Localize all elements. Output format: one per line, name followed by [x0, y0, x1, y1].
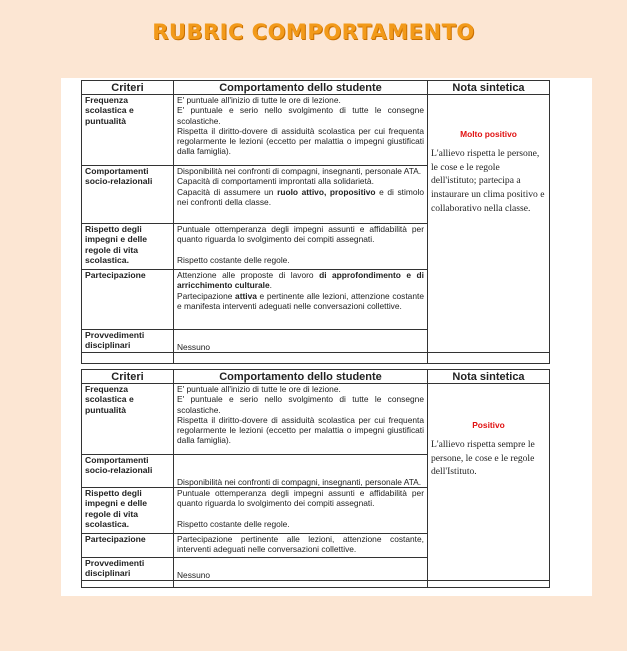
header-comportamento: Comportamento dello studente — [174, 370, 428, 384]
spacer-row — [82, 353, 550, 364]
description-line — [177, 291, 424, 312]
table-header-row — [82, 370, 550, 384]
description-line: E' puntuale all'inizio di tutte le ore di lezione. — [177, 95, 341, 105]
header-nota: Nota sintetica — [428, 370, 550, 384]
description-line — [177, 270, 424, 291]
description-rispetto — [174, 488, 428, 534]
description-frequenza — [174, 95, 428, 166]
nota-sintetica-cell — [428, 95, 550, 353]
description-comportamenti — [174, 166, 428, 224]
description-line: Rispetta il diritto-dovere di assiduità scolastica per cui frequenta regolarmente le lezioni (eccetto per malattia o impegni giustificati dalla famiglia). — [177, 414, 424, 446]
description-line: Disponibilità nei confronti di compagni, insegnanti, personale ATA. — [177, 166, 422, 176]
criterion-partecipazione: Partecipazione — [82, 534, 174, 558]
rubric-table-positivo — [81, 369, 550, 588]
criterion-rispetto: Rispetto degli impegni e delle regole di vita scolastica. — [82, 224, 174, 270]
description-line: Capacità di comportamenti improntati alla solidarietà. — [177, 176, 374, 187]
description-line: E' puntuale all'inizio di tutte le ore di lezione. — [177, 384, 341, 394]
text-span: e pertinente alle lezioni, attenzione costante e manifesta interventi adeguati nelle conversazioni collettive. — [177, 290, 424, 311]
table-row — [82, 95, 550, 166]
text-span: . — [269, 280, 272, 291]
table-header-row — [82, 81, 550, 95]
criterion-partecipazione: Partecipazione — [82, 270, 174, 330]
description-line: Partecipazione pertinente alle lezioni, attenzione costante, interventi adeguati nelle conversazioni collettive. — [177, 534, 424, 555]
description-comportamenti — [174, 455, 428, 488]
criterion-rispetto: Rispetto degli impegni e delle regole di vita scolastica. — [82, 488, 174, 534]
text-span: Attenzione alle proposte di lavoro — [177, 270, 320, 280]
rating-description: L'allievo rispetta le persone, le cose e le regole dell'istituto; partecipa a instaurare un clima positivo e collaborativo nella classe. — [431, 148, 545, 214]
header-criteri: Criteri — [82, 370, 174, 384]
description-provvedimenti: Nessuno — [174, 558, 428, 581]
rating-label: Molto positivo — [460, 129, 517, 139]
criterion-frequenza: Frequenza scolastica e puntualità — [82, 384, 174, 455]
header-nota: Nota sintetica — [428, 81, 550, 95]
description-line: Disponibilità nei confronti di compagni, insegnanti, personale ATA. — [177, 476, 422, 487]
description-partecipazione — [174, 534, 428, 558]
text-span: e di stimolo nei confronti della classe. — [177, 186, 424, 207]
description-partecipazione — [174, 270, 428, 330]
criterion-frequenza: Frequenza scolastica e puntualità — [82, 95, 174, 166]
description-provvedimenti: Nessuno — [174, 330, 428, 353]
text-span: Capacità di assumere un — [177, 186, 278, 197]
table-row — [82, 384, 550, 455]
rating-description: L'allievo rispetta sempre le persone, le cose e le regole dell'Istituto. — [431, 439, 535, 478]
page-title: RUBRIC COMPORTAMENTO — [152, 20, 475, 44]
description-line: E' puntuale e serio nello svolgimento di tutte le consegne scolastiche. — [177, 394, 424, 415]
nota-sintetica-cell — [428, 384, 550, 581]
description-line: Puntuale ottemperanza degli impegni assunti e affidabilità per quanto riguarda lo svolgimento dei compiti assegnati. — [177, 224, 424, 245]
description-line: Rispetto costante delle regole. — [177, 254, 290, 265]
criterion-comportamenti: Comportamenti socio-relazionali — [82, 166, 174, 224]
bold-span: ruolo attivo, propositivo — [277, 186, 376, 197]
description-line: E' puntuale e serio nello svolgimento di tutte le consegne scolastiche. — [177, 105, 424, 126]
text-span: Partecipazione — [177, 290, 236, 301]
description-frequenza — [174, 384, 428, 455]
description-line — [177, 187, 424, 208]
header-comportamento: Comportamento dello studente — [174, 81, 428, 95]
criterion-comportamenti: Comportamenti socio-relazionali — [82, 455, 174, 488]
bold-span: attiva — [235, 290, 257, 301]
spacer-row — [82, 581, 550, 588]
criterion-provvedimenti: Provvedimenti disciplinari — [82, 330, 174, 353]
rubric-table-molto-positivo — [81, 80, 550, 364]
bold-span: di approfondimento e di arricchimento culturale — [177, 270, 424, 291]
description-line: Rispetto costante delle regole. — [177, 518, 290, 529]
description-rispetto — [174, 224, 428, 270]
header-criteri: Criteri — [82, 81, 174, 95]
rating-label: Positivo — [472, 420, 505, 430]
description-line: Rispetta il diritto-dovere di assiduità scolastica per cui frequenta regolarmente le lezioni (eccetto per malattia o impegni giustificati dalla famiglia). — [177, 125, 424, 157]
criterion-provvedimenti: Provvedimenti disciplinari — [82, 558, 174, 581]
description-line: Puntuale ottemperanza degli impegni assunti e affidabilità per quanto riguarda lo svolgimento dei compiti assegnati. — [177, 488, 424, 509]
